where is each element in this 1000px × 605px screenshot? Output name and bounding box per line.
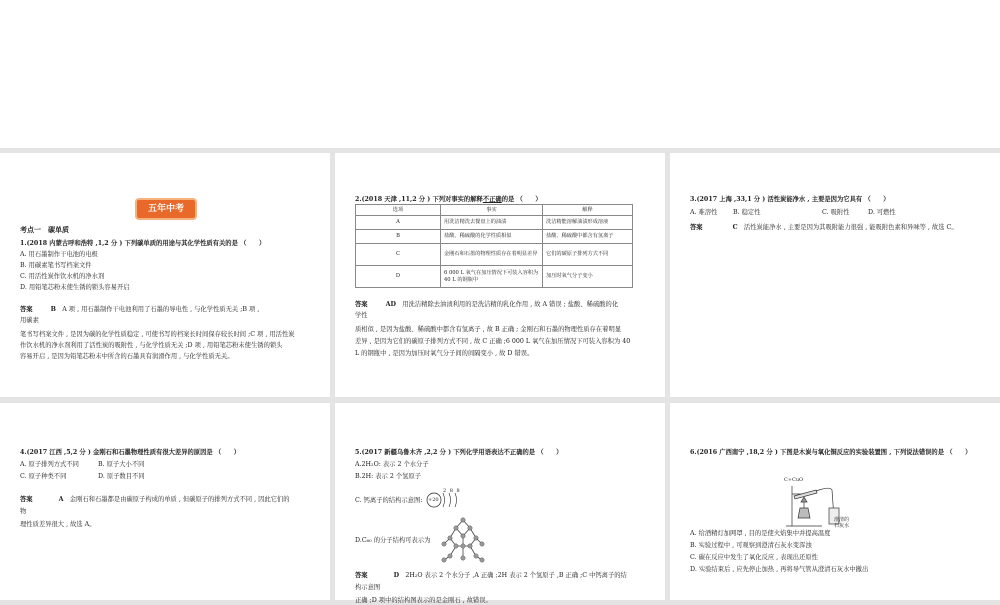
option-d: D. 实验结束后 , 应先停止加热 , 再将导气管从澄清石灰水中撤出 [690,566,869,573]
table-cell: 洗洁精能溶解油渍形成溶液 [543,216,633,230]
option-c: C. 钙离子的结构示意图: [355,497,423,504]
option-a: A. 用石墨制作干电池的电极 [20,251,98,258]
section-heading: 考点一 碳单质 [20,225,69,234]
answer-block [690,223,995,232]
slide-3 [670,153,1000,397]
blank-page-area [0,0,1000,148]
slide-1 [0,153,330,397]
table-row [356,266,633,288]
table-cell: 6 000 L 氧气在加压情况下可装入容积为 40 L 的钢瓶中 [441,266,543,288]
answer-key: D [393,572,400,579]
table-header: 事实 [441,205,543,216]
answer-label: 答案 [20,306,33,313]
option-d: D.C₆₀ 的分子结构可表示为 [355,537,431,544]
answer-label: 答案 [355,572,368,579]
option-c: C. 原子种类不同 [20,473,67,480]
table-cell: 盐酸、稀硫酸中都含有氢离子 [543,230,633,244]
answer-key: AD [385,301,396,308]
question-4: 4.(2017 江西 ,5,2 分 ) 金刚石和石墨物理性质有很大差异的原因是 （ ） [20,449,241,456]
option-a: A.2H₂O: 表示 2 个水分子 [355,461,429,468]
explanation-line: 用洗洁精除去油渍利用的是洗洁精的乳化作用 , 故 A 错误 ; 盐酸、稀硫酸的化 [402,301,619,308]
table-cell: 用洗洁精洗去餐盘上的油渍 [441,216,543,230]
explanation-line: 金刚石和石墨都是由碳原子构成的单质 , 但碳原子的排列方式不同 , 因此它们的 [69,496,290,503]
explanation-line: 质相似 , 是因为盐酸、稀硫酸中都含有氢离子 , 故 B 正确 ; 金刚石和石墨的物理性质存在着明显 [355,326,622,333]
calcium-ion-diagram [425,489,465,511]
explanation-line: 容易开启 , 是因为铅笔芯粉末中所含的石墨具有润滑作用 , 与化学性质无关。 [20,353,234,360]
answer-key: A [58,496,64,503]
table-cell: 加压时氧气分子变小 [543,266,633,288]
option-b: B. 稳定性 [733,209,761,216]
explanation-line: 理性质差异很大 , 故选 A。 [20,521,96,528]
slide-4 [0,403,330,600]
five-year-exam-badge: 五年中考 [135,198,197,220]
answer-block [20,495,325,504]
apparatus-figure [782,478,862,528]
option-b: B. 实验过程中 , 可观察到澄清石灰水变浑浊 [690,542,812,549]
option-b: B.2H: 表示 2 个氢原子 [355,473,422,480]
table-cell: B [356,230,441,244]
answer-key: B [50,306,56,313]
option-b: B. 原子大小不同 [98,461,145,468]
question-2: 2.(2018 天津 ,11,2 分 ) 下列对事实的解释不正确的是 （ ） [355,196,542,203]
explanation-line: L 的钢瓶中 , 是因为加压时氧气分子间的间隔变小 , 故 D 错误。 [355,350,534,357]
option-d: D. 原子数目不同 [98,473,145,480]
figure-label-limewater-1: 澄清的 [834,517,850,523]
option-c: C. 碳在反应中发生了氧化反应 , 表现出还原性 [690,554,818,561]
table-row [356,216,633,230]
answer-block [20,305,320,314]
table-row [356,230,633,244]
option-a: A. 原子排列方式不同 [20,461,79,468]
explanation-line: 正确 ;D 项中的结构图表示的是金刚石 , 故错误。 [355,597,492,604]
slide-2 [335,153,665,397]
option-a: A. 给酒精灯加网罩 , 目的是使火焰集中并提高温度 [690,530,831,537]
table-header-row [356,205,633,216]
question-5: 5.(2017 新疆乌鲁木齐 ,2,2 分 ) 下列化学用语表达不正确的是 （ ） [355,449,563,456]
explanation-line: 笔书写档案文件 , 是因为碳的化学性质稳定 , 可使书写的档案长时间保存较长时间 ;C 项 , 用活性炭 [20,331,295,338]
diamond-structure-diagram [438,516,488,567]
question-6: 6.(2016 广西南宁 ,18,2 分 ) 下图是木炭与氧化铜反应的实验装置图 , 下列说法错误的是 （ ） [690,449,972,456]
table-header: 解释 [543,205,633,216]
answer-block [355,571,660,580]
explanation-line: A 项 , 用石墨制作干电池利用了石墨的导电性 , 与化学性质无关 ;B 项 , [62,306,260,313]
figure-label-reactants: C+CuO [784,477,804,483]
explanation-line: 物 [20,508,27,515]
option-d: D. 用铅笔芯粉末使生锈的锁头容易开启 [20,284,130,291]
explanation-line: 作饮水机的净水剂利用了活性炭的吸附性 , 与化学性质无关 ;D 项 , 用铅笔芯粉末使生锈的锁头 [20,342,283,349]
answer-label: 答案 [355,301,368,308]
option-c: C. 用活性炭作饮水机的净水剂 [20,273,105,280]
answer-label: 答案 [690,224,703,231]
table-cell: 它们的碳原子排列方式不同 [543,244,633,266]
question-3: 3.(2017 上海 ,33,1 分 ) 活性炭能净水 , 主要是因为它具有 （ ） [690,196,890,203]
underlined-word: 不正确 [482,196,502,203]
table-cell: D [356,266,441,288]
fact-table [355,204,633,288]
explanation: 活性炭能净水 , 主要是因为其吸附能力很强 , 能吸附色素和异味等 , 故选 C。 [743,224,958,231]
explanation-line: 学性 [355,312,368,319]
explanation-line: 用碳素 [20,317,39,324]
slide-6 [670,403,1000,600]
option-d: D. 可燃性 [868,209,896,216]
explanation-line: 2H₂O 表示 2 个水分子 ,A 正确 ;2H 表示 2 个氢原子 ,B 正确 ;C 中钙离子的结 [405,572,627,579]
question-1: 1.(2018 内蒙古呼和浩特 ,1,2 分 ) 下列碳单质的用途与其化学性质有关的是 （ ） [20,240,266,247]
option-a: A. 难溶性 [690,209,718,216]
table-cell: 盐酸、稀硫酸的化学性质相似 [441,230,543,244]
explanation-line: 差异 , 是因为它们的碳原子排列方式不同 , 故 C 正确 ;6 000 L 氧气在加压情况下可装入容积为 40 [355,338,631,345]
slide-5 [335,403,665,604]
table-cell: C [356,244,441,266]
answer-label: 答案 [20,496,33,503]
figure-label-limewater-2: 石灰水 [834,523,850,529]
table-cell: A [356,216,441,230]
table-header: 选项 [356,205,441,216]
table-row [356,244,633,266]
option-c: C. 吸附性 [822,209,850,216]
answer-key: C [732,224,738,231]
option-b: B. 用碳素笔书写档案文件 [20,262,92,269]
explanation-line: 构示意图 [355,584,381,591]
answer-block [355,300,660,309]
electron-shells: 2 8 8 [443,488,461,494]
nucleus-charge: +20 [428,497,439,503]
table-cell: 金刚石和石墨的物理性质存在着明显差异 [441,244,543,266]
